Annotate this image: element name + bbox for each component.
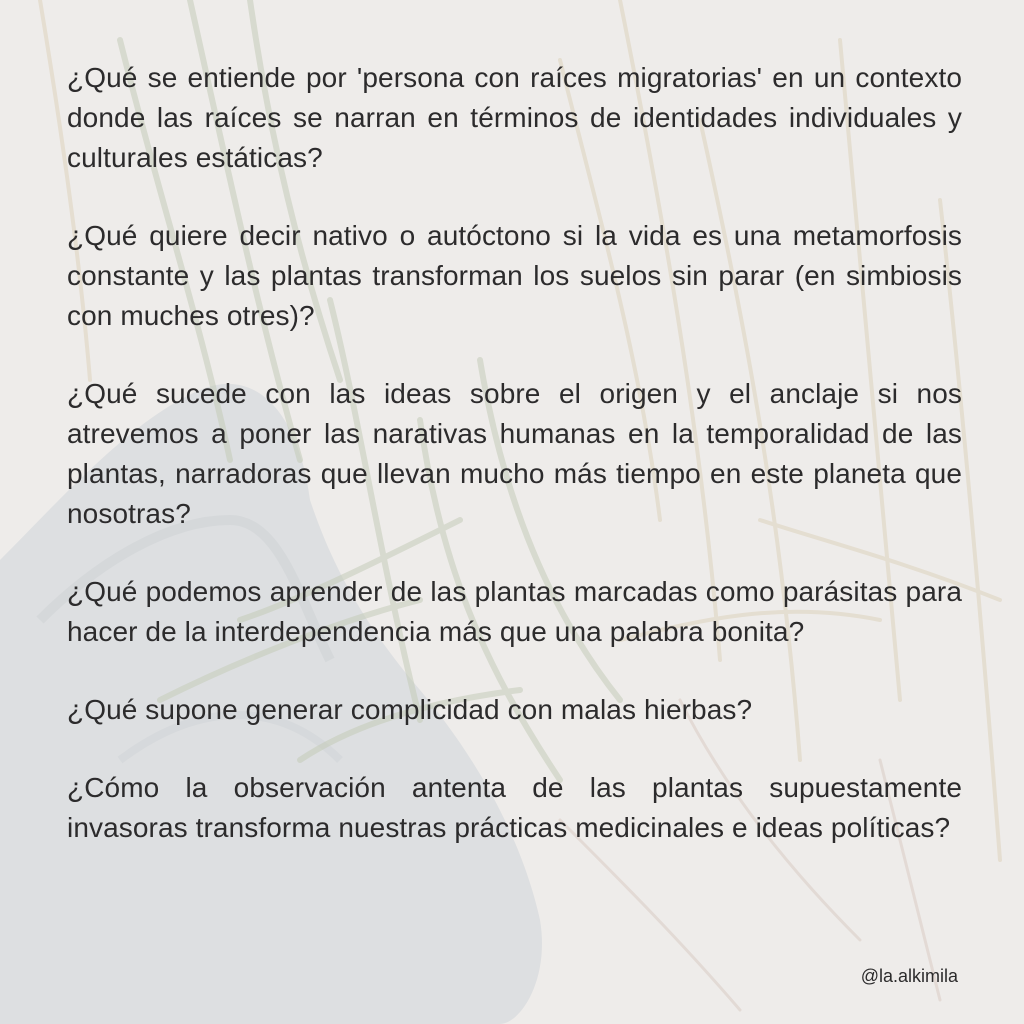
question-6: ¿Cómo la observación antenta de las plantas supuestamente invasoras transforma nuestras prácticas medicinales e ideas políticas?: [67, 772, 962, 843]
question-4: ¿Qué podemos aprender de las plantas marcadas como parásitas para hacer de la interdependencia más que una palabra bonita?: [67, 576, 962, 647]
question-5: ¿Qué supone generar complicidad con malas hierbas?: [67, 694, 753, 725]
question-3: ¿Qué sucede con las ideas sobre el origen y el anclaje si nos atrevemos a poner las narativas humanas en la temporalidad de las plantas, narradoras que llevan mucho más tiempo en este planeta que nosotras?: [67, 378, 962, 529]
question-2: ¿Qué quiere decir nativo o autóctono si la vida es una metamorfosis constante y las plantas transforman los suelos sin parar (en simbiosis con muches otres)?: [67, 220, 962, 331]
question-1: ¿Qué se entiende por 'persona con raíces migratorias' en un contexto donde las raíces se narran en términos de identidades individuales y culturales estáticas?: [67, 62, 962, 173]
author-handle: @la.alkimila: [860, 966, 958, 986]
questions-text-block: [67, 58, 962, 848]
